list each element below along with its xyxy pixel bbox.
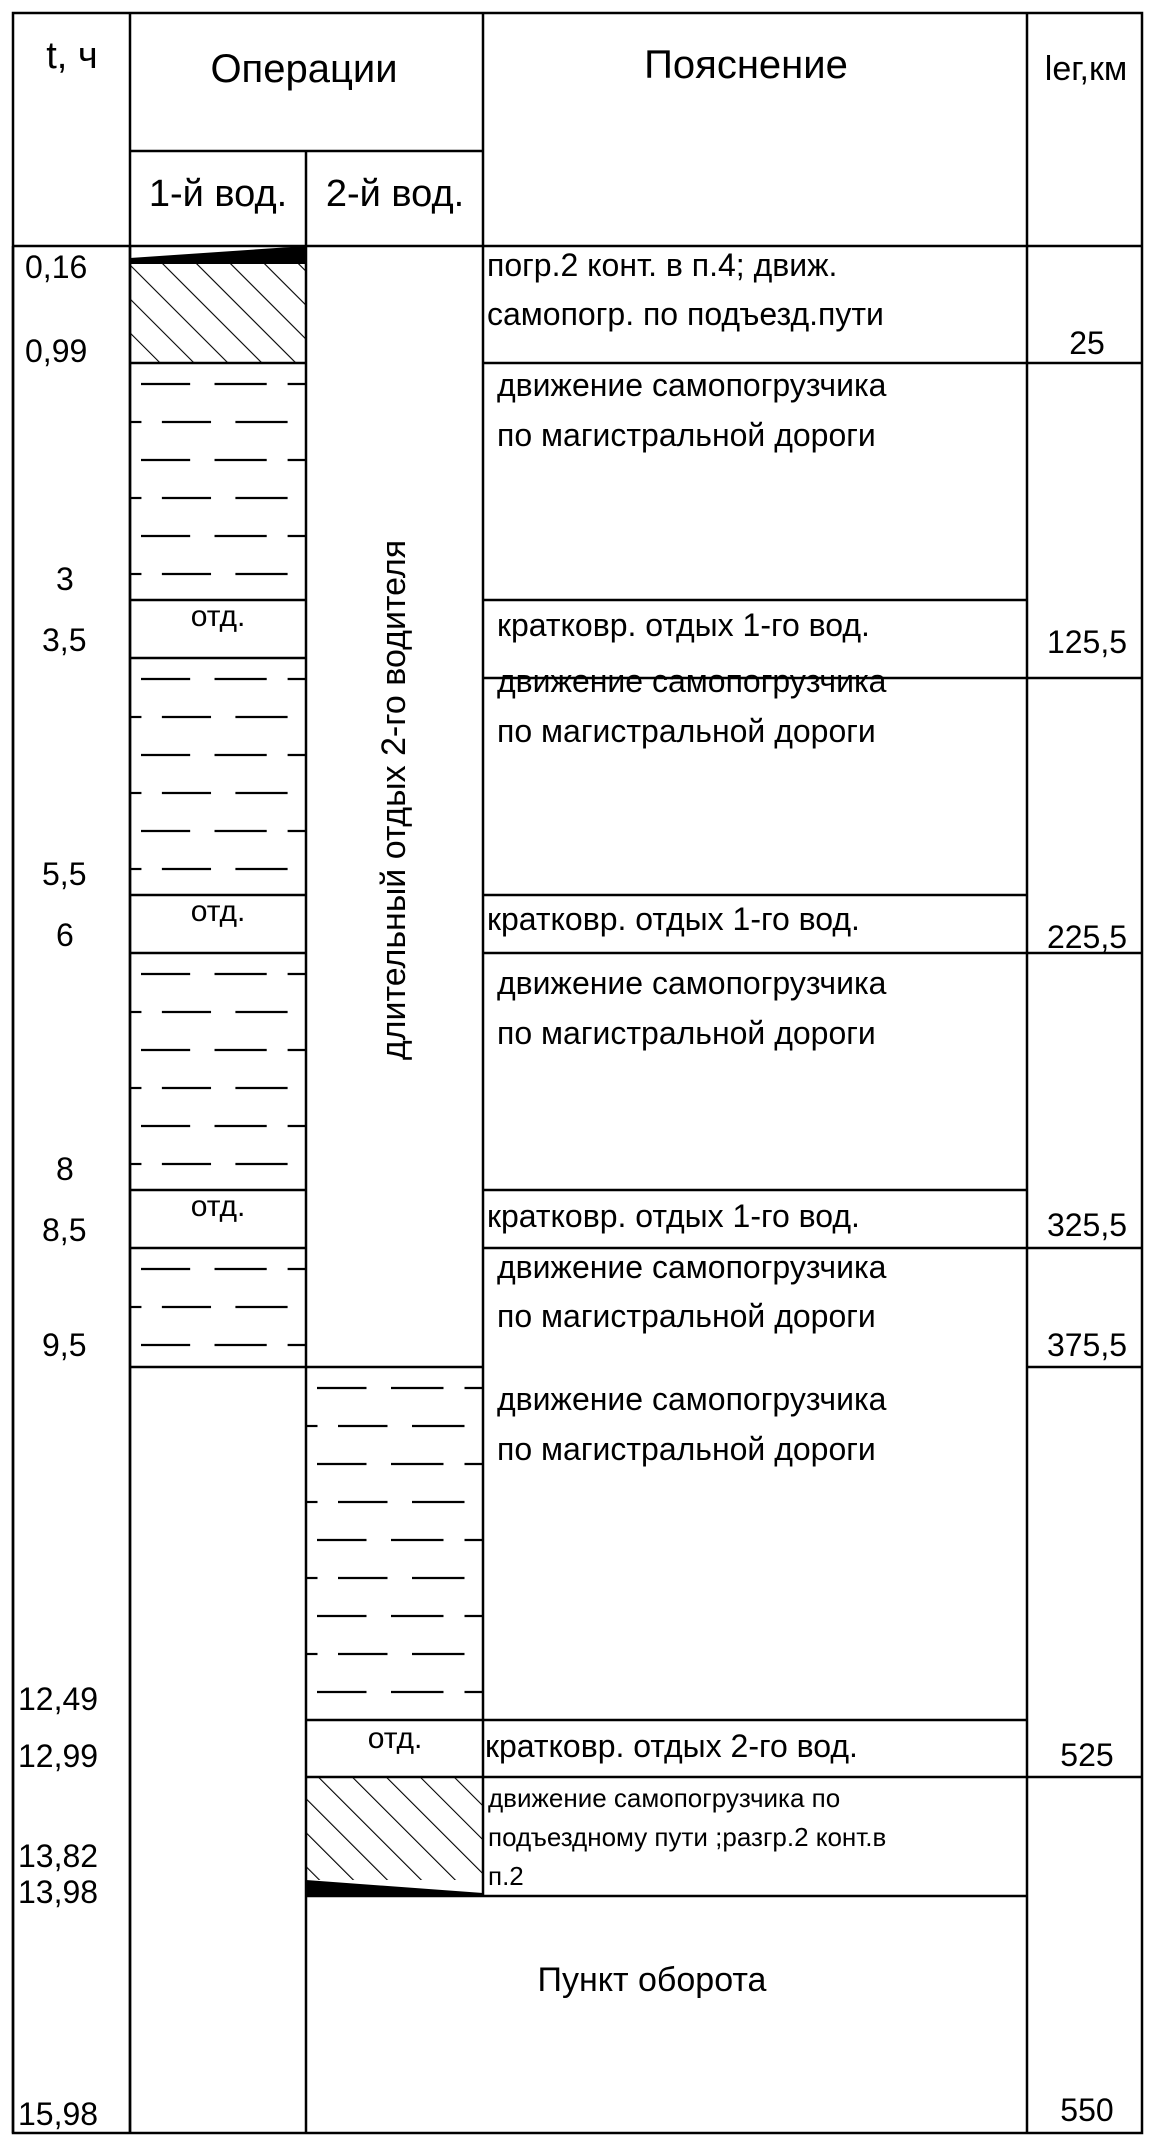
turnaround-point-label: Пункт оборота [537, 1961, 767, 1999]
explanation-text: кратковр. отдых 2-го вод. [485, 1728, 858, 1764]
distance-label: 325,5 [1046, 1207, 1128, 1243]
unloading-wedge [306, 1880, 483, 1896]
long-rest-label: длительный отдых 2-го водителя [375, 539, 413, 1061]
rest-label-driver1: отд. [190, 600, 246, 633]
distance-label: 375,5 [1046, 1327, 1128, 1363]
explanation-text: кратковр. отдых 1-го вод. [497, 607, 870, 643]
explanation-text: подъездному пути ;разгр.2 конт.в [488, 1822, 887, 1852]
explanation-text: по магистральной дороги [497, 1298, 876, 1334]
explanation-text: погр.2 конт. в п.4; движ. [487, 247, 838, 283]
time-label: 3 [56, 561, 74, 597]
driver2-header: 2-й вод. [325, 173, 465, 215]
explanation-text: самопогр. по подъезд.пути [487, 296, 884, 332]
distance-label: 225,5 [1046, 919, 1128, 955]
explanation-text: по магистральной дороги [497, 1431, 876, 1467]
explanation-text: движение самопогрузчика [497, 965, 887, 1001]
distance-label: 550 [1060, 2092, 1114, 2128]
distance-column-header: lег,км [1044, 50, 1128, 88]
time-label: 13,82 [18, 1838, 99, 1874]
explanation-text: кратковр. отдых 1-го вод. [487, 1198, 860, 1234]
time-label: 0,16 [25, 249, 88, 285]
explanation-text: по магистральной дороги [497, 417, 876, 453]
explanation-text: по магистральной дороги [497, 1015, 876, 1051]
distance-label: 25 [1069, 325, 1105, 361]
time-column-header: t, ч [46, 35, 98, 77]
time-label: 6 [56, 917, 74, 953]
distance-label: 525 [1060, 1737, 1114, 1773]
explanation-text: движение самопогрузчика по [488, 1783, 841, 1813]
explanation-text: движение самопогрузчика [497, 1381, 887, 1417]
time-label: 12,99 [18, 1738, 99, 1774]
explanation-text: движение самопогрузчика [497, 367, 887, 403]
time-label: 12,49 [18, 1681, 99, 1717]
time-label: 8,5 [42, 1212, 87, 1248]
time-label: 13,98 [18, 1874, 99, 1910]
time-label: 15,98 [18, 2096, 99, 2132]
explanation-header: Пояснение [644, 43, 848, 87]
hatched-block-unloading [307, 1778, 482, 1880]
rest-label-driver1: отд. [190, 1190, 246, 1223]
explanation-text: по магистральной дороги [497, 713, 876, 749]
explanation-text: движение самопогрузчика [497, 1249, 887, 1285]
operations-header: Операции [210, 47, 398, 91]
loading-wedge [130, 246, 306, 264]
rest-label-driver2: отд. [367, 1722, 423, 1755]
distance-label: 125,5 [1046, 624, 1128, 660]
time-label: 9,5 [42, 1327, 87, 1363]
time-label: 5,5 [42, 856, 87, 892]
time-label: 3,5 [42, 622, 87, 658]
hatched-block-loading [131, 264, 305, 363]
explanation-text: кратковр. отдых 1-го вод. [487, 901, 860, 937]
driver1-header: 1-й вод. [148, 173, 288, 215]
explanation-text: движение самопогрузчика [497, 663, 887, 699]
time-label: 8 [56, 1151, 74, 1187]
time-label: 0,99 [25, 333, 88, 369]
explanation-text: п.2 [488, 1861, 524, 1891]
rest-label-driver1: отд. [190, 895, 246, 928]
